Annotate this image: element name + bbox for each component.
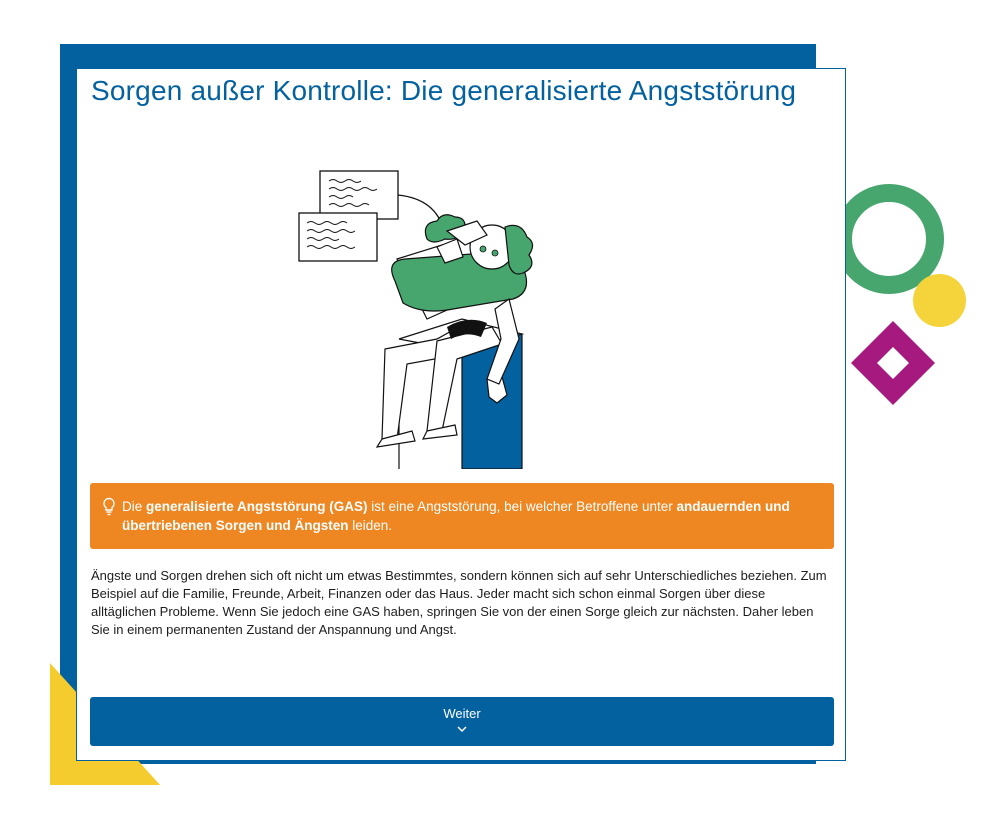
decorative-magenta-diamond bbox=[849, 319, 937, 407]
callout-term: generalisierte Angststörung (GAS) bbox=[146, 499, 368, 514]
lightbulb-icon bbox=[102, 497, 116, 517]
next-button-label: Weiter bbox=[443, 706, 481, 721]
page-title: Sorgen außer Kontrolle: Die generalisierte Angststörung bbox=[91, 75, 797, 106]
info-callout bbox=[90, 483, 834, 549]
anxious-person-illustration bbox=[287, 169, 567, 469]
callout-text-3: leiden. bbox=[348, 518, 393, 533]
next-button[interactable] bbox=[90, 697, 834, 746]
body-paragraph: Ängste und Sorgen drehen sich oft nicht um etwas Bestimmtes, sondern können sich auf sehr Unterschiedliches beziehen. Zum Beispiel auf die Familie, Freunde, Arbeit, Finanzen oder das Haus. Jeder macht sich schon einmal Sorgen über diese alltäglichen Probleme. Wenn Sie jedoch eine GAS haben, springen Sie von der einen Sorge gleich zur nächsten. Daher leben Sie in einem permanenten Zustand der Anspannung und Angst. bbox=[91, 568, 827, 637]
content-card bbox=[76, 68, 846, 761]
chevron-down-icon bbox=[457, 726, 467, 733]
callout-emphasis: andauernden und übertriebenen Sorgen und Ängsten bbox=[122, 499, 790, 533]
callout-text-1: Die bbox=[122, 499, 147, 514]
callout-text-2: ist eine Angststörung, bei welcher Betroffene unter bbox=[367, 499, 677, 514]
